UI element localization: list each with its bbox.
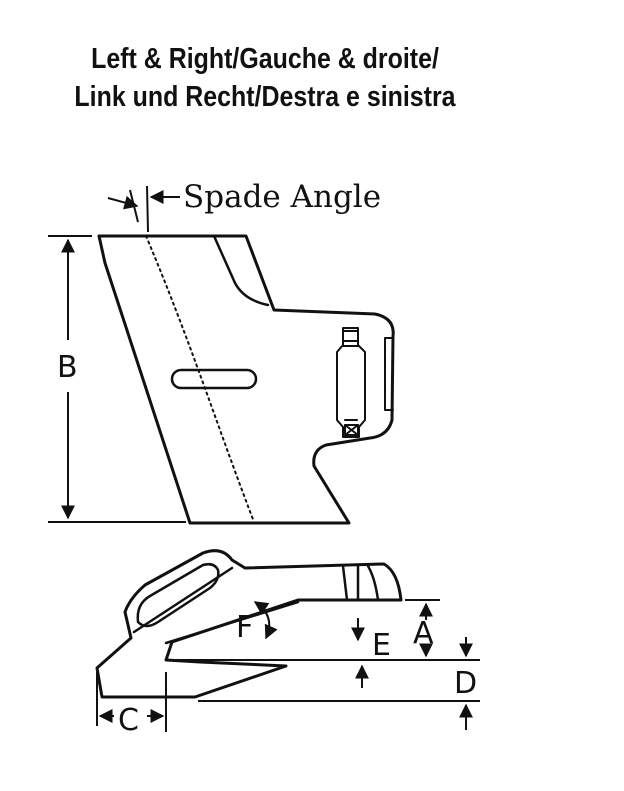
label-d: D [454, 666, 478, 701]
label-e: E [372, 628, 391, 663]
side-tab [343, 566, 378, 600]
lip-top [166, 602, 298, 643]
spade-angle-label: Spade Angle [183, 179, 382, 215]
title-line-2: Link und Recht/Destra e sinistra [74, 81, 456, 113]
label-c: C [118, 703, 139, 738]
centerline-dotted [146, 236, 254, 522]
label-f: F [236, 610, 254, 645]
spade-top-view [99, 236, 393, 523]
dimension-f [255, 602, 269, 638]
side-handle-loop [138, 564, 219, 626]
latch [337, 328, 393, 437]
spade-outline [99, 236, 393, 523]
dimension-d [198, 637, 480, 730]
label-a: A [413, 616, 434, 651]
slot [172, 370, 256, 388]
dimension-e [358, 618, 362, 688]
title-line-1: Left & Right/Gauche & droite/ [91, 43, 439, 75]
spade-angle-indicator [108, 186, 180, 232]
label-b: B [57, 350, 78, 385]
